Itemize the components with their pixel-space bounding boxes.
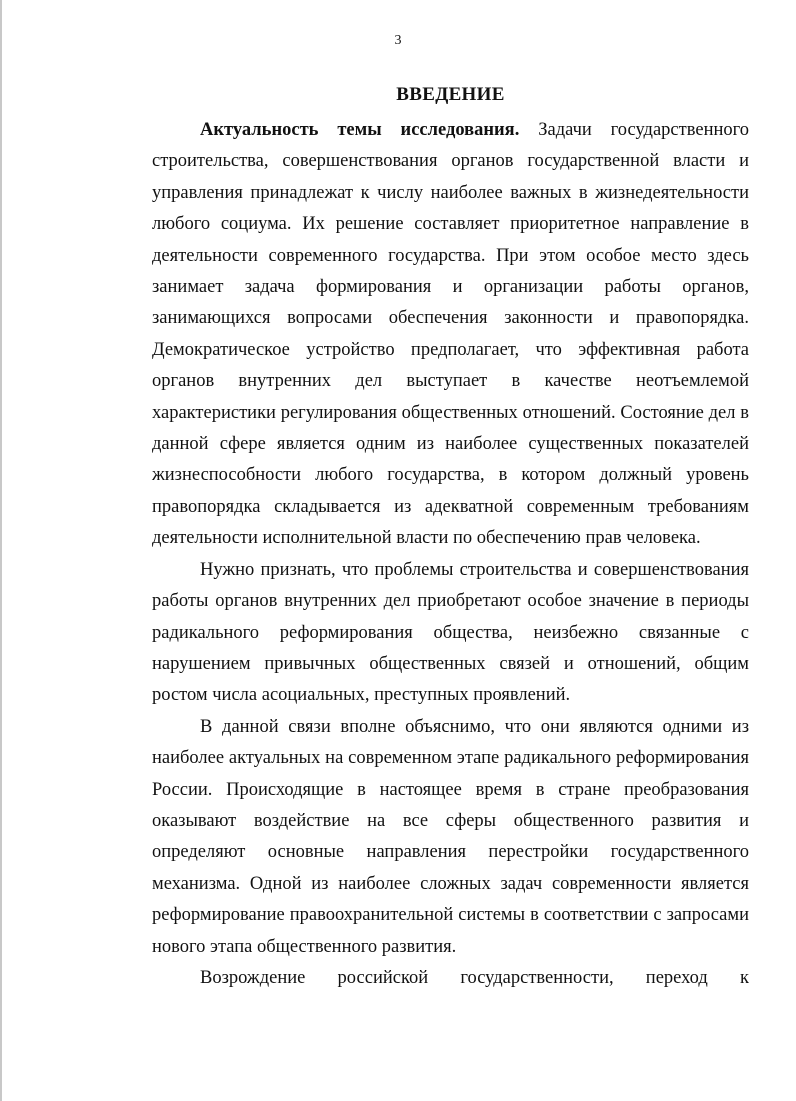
scan-edge-divider	[0, 0, 2, 1101]
body-text	[152, 115, 749, 994]
paragraph-text: Задачи государственного строительства, совершенствования органов государственной власти и управления принадлежат к числу наиболее важных в жизнедеятельности любого социума. Их решение составляет приоритетное направление в деятельности современного государства. При этом особое место здесь занимает задача формирования и организации работы органов, занимающихся вопросами обеспечения законности и правопорядка. Демократическое устройство предполагает, что эффективная работа органов внутренних дел выступает в качестве неотъемлемой характеристики регулирования общественных отношений. Состояние дел в данной сфере является одним из наиболее существенных показателей жизнеспособности любого государства, в котором должный уровень правопорядка складывается из адекватной современным требованиям деятельности исполнительной власти по обеспечению прав человека.	[152, 120, 749, 549]
paragraph-relevance	[152, 115, 749, 555]
section-heading: ВВЕДЕНИЕ	[396, 84, 505, 105]
paragraph-lead: Актуальность темы исследования.	[200, 120, 520, 140]
paragraph-context: В данной связи вполне объяснимо, что они являются одними из наиболее актуальных на современном этапе радикального реформирования России. Происходящие в настоящее время в стране преобразования оказывают воздействие на все сферы общественного развития и определяют основные направления перестройки государственного механизма. Одной из наиболее сложных задач современности является реформирование правоохранительной системы в соответствии с запросами нового этапа общественного развития.	[152, 716, 749, 957]
paragraph-problems: Нужно признать, что проблемы строительства и совершенствования работы органов внутренних дел приобретают особое значение в периоды радикального реформирования общества, неизбежно связанные с нарушением привычных общественных связей и отношений, общим ростом числа асоциальных, преступных проявлений.	[152, 559, 749, 706]
paragraph-revival: Возрождение российской государственности, переход к	[200, 967, 749, 988]
page-number: 3	[394, 33, 402, 48]
